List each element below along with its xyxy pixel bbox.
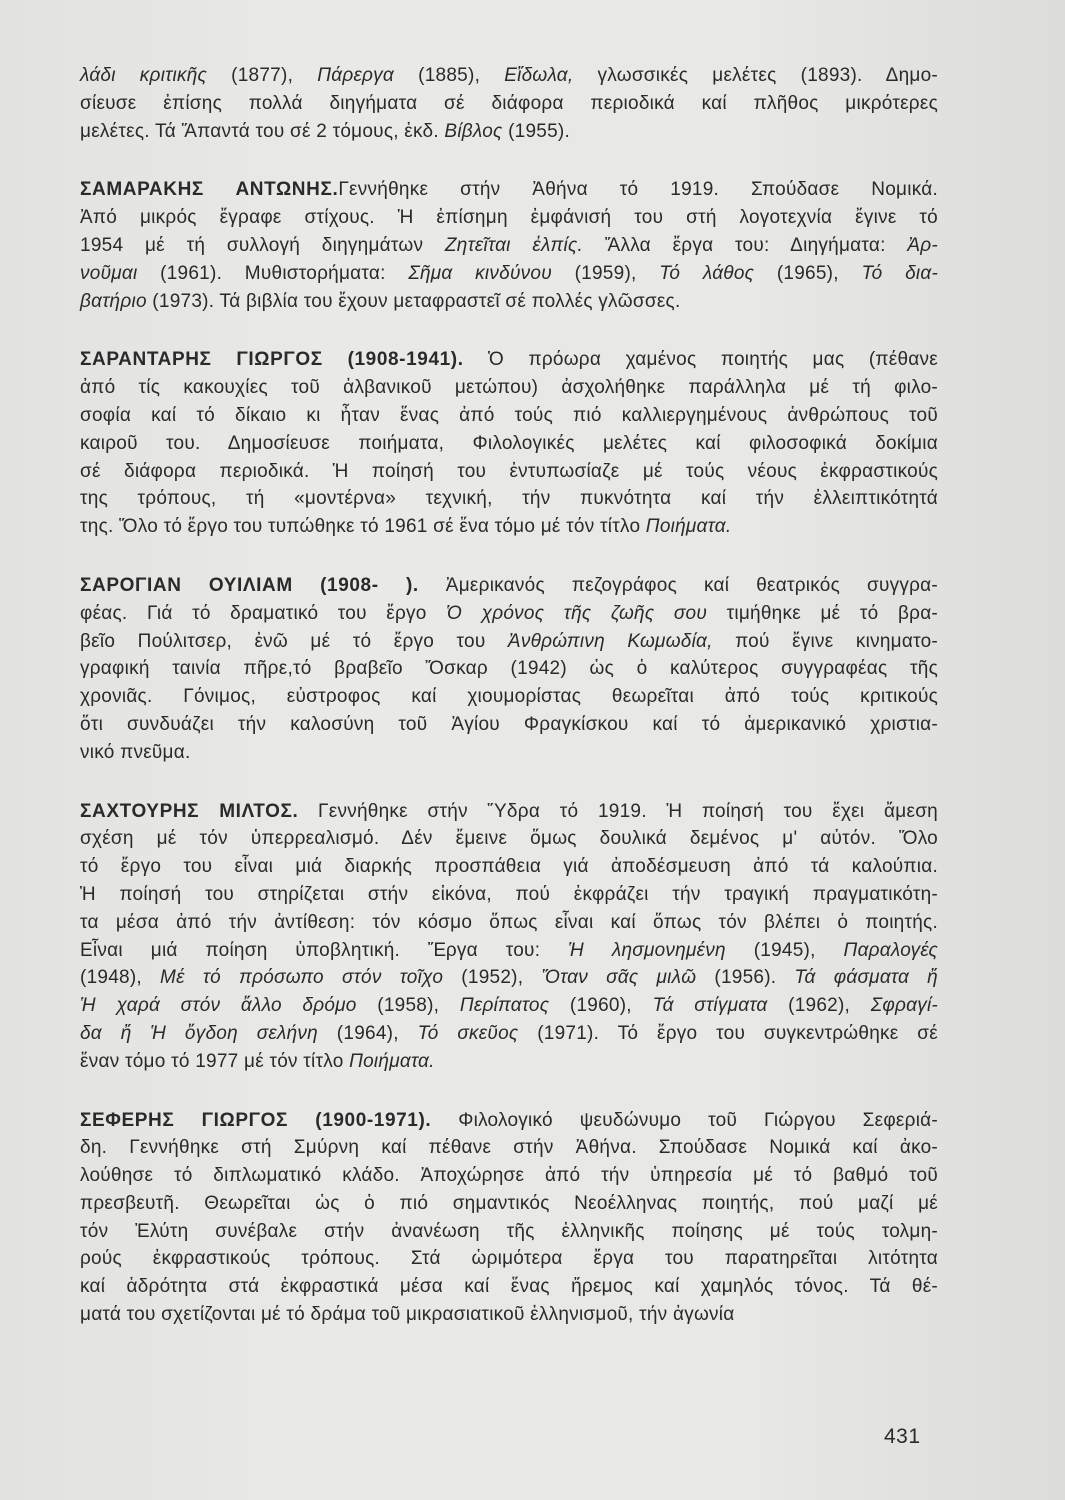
- text-line: [80, 90, 938, 118]
- dictionary-entry: [80, 798, 938, 1076]
- italic-title: Ὅταν σᾶς μιλῶ: [541, 967, 697, 989]
- entry-name: ΣΕΦΕΡΗΣ ΓΙΩΡΓΟΣ (1900-1971).: [80, 1109, 432, 1131]
- text-run: (1885),: [394, 65, 505, 86]
- text-run: 1954 μέ τή συλλογή διηγημάτων: [80, 234, 445, 256]
- text-run: καί ἁδρότητα στά ἐκφραστικά μέσα καί ἕνας ἤρεμος καί χαμηλός τόνος. Τά θέ-: [80, 1276, 938, 1298]
- text-run: (1952),: [443, 967, 542, 989]
- text-run: τιμήθηκε μέ τό βρα-: [707, 602, 939, 624]
- text-run: πού ἔγινε κινηματο-: [712, 630, 938, 652]
- text-line: [80, 1134, 938, 1162]
- text-run: (1877),: [207, 65, 318, 86]
- text-run: (1960),: [549, 995, 653, 1017]
- italic-title: Ὁ χρόνος τῆς ζωῆς σου: [446, 602, 708, 624]
- text-run: Ἡ ποίησή του στηρίζεται στήν εἰκόνα, πού ἐκφράζει τήν τραγική πραγματικότη-: [80, 883, 938, 905]
- text-run: ἕναν τόμο τό 1977 μέ τόν τίτλο: [80, 1050, 350, 1072]
- text-run: της τρόπους, τή «μοντέρνα» τεχνική, τήν πυκνότητα καί τήν ἐλλειπτικότητά: [80, 488, 938, 510]
- italic-title: Ποιήματα.: [349, 1050, 435, 1072]
- text-line: [80, 260, 938, 288]
- italic-title: Εἴδωλα,: [504, 65, 574, 86]
- text-run: (1945),: [725, 939, 844, 961]
- italic-title: Βίβλος: [444, 120, 503, 142]
- text-line: [80, 881, 938, 909]
- page-number: 431: [884, 1425, 921, 1448]
- text-run: σίευσε ἐπίσης πολλά διηγήματα σέ διάφορα περιοδικά καί πλῆθος μικρότερες: [80, 92, 938, 114]
- text-run: ματά του σχετίζονται μέ τό δράμα τοῦ μικρασιατικοῦ ἑλληνισμοῦ, τήν ἀγωνία: [80, 1304, 735, 1326]
- entry-name: ΣΑΡΟΓΙΑΝ ΟΥΙΛΙΑΜ (1908- ).: [80, 574, 419, 596]
- text-line: [80, 204, 938, 232]
- text-run: Γεννήθηκε στήν Ἀθήνα τό 1919. Σπούδασε Νομικά.: [338, 179, 938, 201]
- text-line: [80, 1273, 938, 1301]
- italic-title: Παραλογές: [843, 939, 939, 961]
- text-line: [80, 62, 938, 90]
- text-run: σχέση μέ τόν ὑπερρεαλισμό. Δέν ἔμεινε ὅμως δουλικά δεμένος μ' αὐτόν. Ὅλο: [80, 828, 938, 850]
- italic-title: Τό δια-: [861, 262, 939, 284]
- italic-title: δα ἤ Ἡ ὄγδοη σελήνη: [80, 1022, 318, 1044]
- text-run: γραφική ταινία πῆρε,τό βραβεῖο Ὄσκαρ (1942) ὡς ὁ καλύτερος συγγραφέας τῆς: [80, 658, 938, 680]
- text-run: (1964),: [318, 1022, 418, 1044]
- entry-name: ΣΑΡΑΝΤΑΡΗΣ ΓΙΩΡΓΟΣ (1908-1941).: [80, 349, 464, 371]
- italic-title: Ἀρ-: [907, 234, 938, 256]
- text-line: [80, 1162, 938, 1190]
- text-line: [80, 739, 938, 767]
- text-line: [80, 1020, 938, 1048]
- text-run: (1958),: [356, 995, 460, 1017]
- italic-title: Πάρεργα: [317, 65, 395, 86]
- entry-name: ΣΑΧΤΟΥΡΗΣ ΜΙΛΤΟΣ.: [80, 800, 299, 822]
- entry-heading-line: [80, 1107, 938, 1135]
- text-run: δη. Γεννήθηκε στή Σμύρνη καί πέθανε στήν Ἀθήνα. Σπούδασε Νομικά καί ἀκο-: [80, 1137, 938, 1159]
- dictionary-entry: [80, 176, 938, 315]
- entry-name: ΣΑΜΑΡΑΚΗΣ ΑΝΤΩΝΗΣ.: [80, 179, 339, 201]
- text-run: (1959),: [551, 262, 660, 284]
- text-line: [80, 1301, 938, 1329]
- text-run: Ἀμερικανός πεζογράφος καί θεατρικός συγγρα-: [418, 574, 938, 596]
- italic-title: νοῦμαι: [80, 262, 138, 284]
- italic-title: Σῆμα κινδύνου: [408, 262, 552, 284]
- italic-title: Ἡ χαρά στόν ἄλλο δρόμο: [80, 995, 357, 1017]
- text-run: Εἶναι μιά ποίηση ὑποβλητική. Ἔργα του:: [80, 939, 569, 961]
- dictionary-entry: [80, 572, 938, 767]
- text-run: σέ διάφορα περιοδικά. Ἡ ποίησή του ἐντυπωσίαζε μέ τούς νέους ἐκφραστικούς: [80, 460, 938, 482]
- dictionary-entry: [80, 62, 938, 145]
- text-run: τό ἔργο του εἶναι μιά διαρκής προσπάθεια γιά ἀποδέσμευση ἀπό τά καλούπια.: [80, 856, 938, 878]
- text-run: χρονιᾶς. Γόνιμος, εὐστροφος καί χιουμορίστας θεωρεῖται ἀπό τούς κριτικούς: [80, 686, 938, 708]
- text-run: μελέτες. Τά Ἅπαντά του σέ 2 τόμους, ἐκδ.: [80, 120, 445, 142]
- text-run: Φιλολογικό ψευδώνυμο τοῦ Γιώργου Σεφεριά-: [431, 1109, 938, 1131]
- text-line: [80, 1245, 938, 1273]
- text-line: [80, 711, 938, 739]
- text-run: (1971). Τό ἔργο του συγκεντρώθηκε σέ: [518, 1022, 938, 1044]
- text-line: [80, 402, 938, 430]
- text-run: σοφία καί τό δίκαιο κι ἦταν ἕνας ἀπό τούς πιό καλλιεργημένους ἀνθρώπους τοῦ: [80, 404, 938, 426]
- text-run: Γεννήθηκε στήν Ὕδρα τό 1919. Ἡ ποίησή του ἔχει ἄμεση: [298, 800, 938, 822]
- text-line: [80, 825, 938, 853]
- entry-heading-line: [80, 176, 938, 204]
- text-line: [80, 853, 938, 881]
- text-line: [80, 683, 938, 711]
- text-run: (1948),: [80, 967, 161, 989]
- text-line: [80, 600, 938, 628]
- text-line: [80, 513, 938, 541]
- text-run: (1956).: [696, 967, 795, 989]
- text-run: βεῖο Πούλιτσερ, ἐνῶ μέ τό ἔργο του: [80, 630, 508, 652]
- text-line: [80, 628, 938, 656]
- text-run: Ἄλλα ἔργα του: Διηγήματα:: [583, 234, 908, 256]
- entry-heading-line: [80, 798, 938, 826]
- italic-title: Τό λάθος: [659, 262, 755, 284]
- text-line: [80, 1048, 938, 1076]
- text-line: [80, 937, 938, 965]
- italic-title: Τά φάσματα ἤ: [794, 967, 938, 989]
- entry-heading-line: [80, 572, 938, 600]
- italic-title: Τά στίγματα: [652, 995, 768, 1017]
- text-run: νικό πνεῦμα.: [80, 741, 191, 763]
- text-line: [80, 232, 938, 260]
- italic-title: Ἀνθρώπινη Κωμωδία,: [507, 630, 713, 652]
- text-run: (1955).: [502, 120, 571, 142]
- italic-title: Σφραγί-: [870, 995, 939, 1017]
- text-run: ὅτι συνδυάζει τήν καλοσύνη τοῦ Ἁγίου Φραγκίσκου καί τό ἀμερικανικό χριστια-: [80, 713, 938, 735]
- text-run: της. Ὅλο τό ἔργο του τυπώθηκε τό 1961 σέ ἕνα τόμο μέ τόν τίτλο: [80, 516, 646, 538]
- italic-title: βατήριο: [80, 290, 147, 312]
- text-line: [80, 1190, 938, 1218]
- text-run: καιροῦ του. Δημοσίευσε ποιήματα, Φιλολογικές μελέτες καί φιλοσοφικά δοκίμια: [80, 432, 938, 454]
- text-line: [80, 655, 938, 683]
- text-run: φέας. Γιά τό δραματικό του ἔργο: [80, 602, 447, 624]
- text-run: τόν Ἐλύτη συνέβαλε στήν ἀνανέωση τῆς ἑλληνικῆς ποίησης μέ τούς τολμη-: [80, 1220, 938, 1242]
- text-run: Ὁ πρόωρα χαμένος ποιητής μας (πέθανε: [463, 349, 938, 371]
- italic-title: Ἡ λησμονημένη: [568, 939, 726, 961]
- text-run: πρεσβευτῆ. Θεωρεῖται ὡς ὁ πιό σημαντικός Νεοέλληνας ποιητής, πού μαζί μέ: [80, 1192, 938, 1214]
- text-line: [80, 485, 938, 513]
- italic-title: Περίπατος: [459, 995, 550, 1017]
- text-run: γλωσσικές μελέτες (1893). Δημο-: [573, 65, 938, 86]
- text-column: [80, 62, 938, 1360]
- text-line: [80, 458, 938, 486]
- dictionary-entry: [80, 1107, 938, 1329]
- text-line: [80, 374, 938, 402]
- text-line: [80, 992, 938, 1020]
- text-run: λούθησε τό διπλωματικό κλάδο. Ἀποχώρησε ἀπό τήν ὑπηρεσία μέ τό βαθμό τοῦ: [80, 1165, 938, 1187]
- text-line: [80, 288, 938, 316]
- text-line: [80, 1218, 938, 1246]
- italic-title: Ζητεῖται ἐλπίς.: [444, 234, 584, 256]
- dictionary-entry: [80, 346, 938, 541]
- entry-heading-line: [80, 346, 938, 374]
- text-run: (1965),: [754, 262, 862, 284]
- text-run: (1961). Μυθιστορήματα:: [137, 262, 409, 284]
- text-run: (1973). Τά βιβλία του ἔχουν μεταφραστεῖ σέ πολλές γλῶσσες.: [146, 290, 681, 312]
- italic-title: λάδι κριτικῆς: [80, 65, 208, 86]
- text-run: ρούς ἐκφραστικούς τρόπους. Στά ὡριμότερα ἔργα του παρατηρεῖται λιτότητα: [80, 1248, 938, 1270]
- italic-title: Ποιήματα.: [645, 516, 732, 538]
- text-line: [80, 964, 938, 992]
- text-run: ἀπό τίς κακουχίες τοῦ ἀλβανικοῦ μετώπου) ἀσχολήθηκε παράλληλα μέ τή φιλο-: [80, 377, 938, 399]
- text-run: (1962),: [767, 995, 871, 1017]
- text-line: [80, 430, 938, 458]
- italic-title: Τό σκεῦος: [417, 1022, 519, 1044]
- text-run: Ἀπό μικρός ἔγραφε στίχους. Ἡ ἐπίσημη ἐμφάνισή του στή λογοτεχνία ἔγινε τό: [80, 207, 938, 229]
- italic-title: Μέ τό πρόσωπο στόν τοῖχο: [160, 967, 444, 989]
- text-line: [80, 118, 938, 146]
- text-run: τα μέσα ἀπό τήν ἀντίθεση: τόν κόσμο ὅπως εἶναι καί ὅπως τόν βλέπει ὁ ποιητής.: [80, 911, 938, 933]
- text-line: [80, 909, 938, 937]
